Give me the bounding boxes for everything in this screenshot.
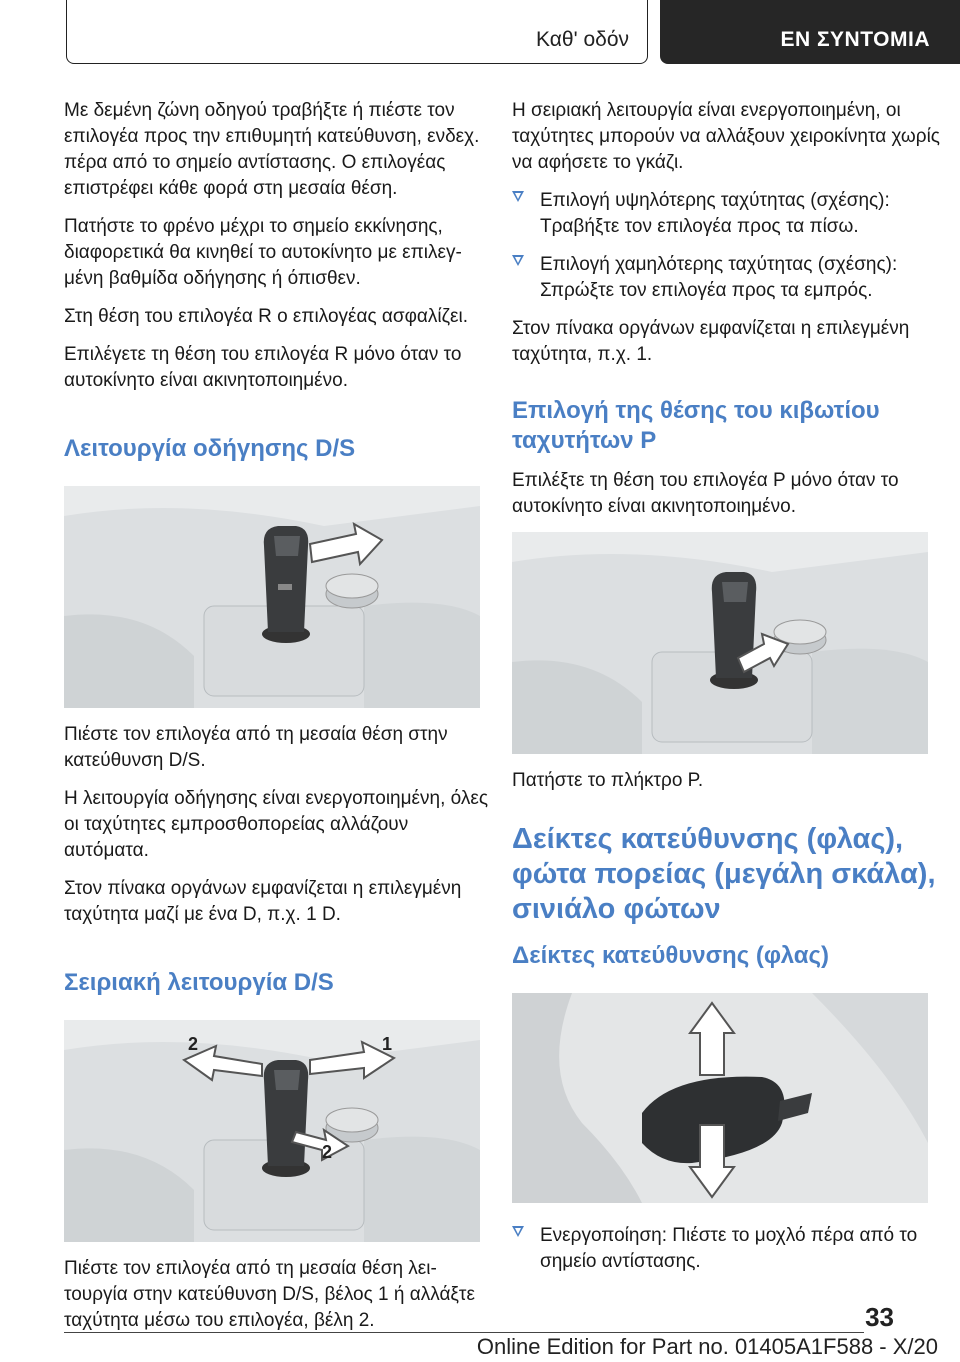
triangle-bullet-icon	[512, 191, 524, 202]
arrow-label-1: 1	[382, 1034, 393, 1054]
heading-drive-mode: Λειτουργία οδήγησης D/S	[64, 435, 356, 462]
paragraph: Στον πίνακα οργάνων εμφανίζεται η επιλεγμένη ταχύτητα μαζί με ένα D, π.χ. 1 D.	[64, 878, 462, 925]
paragraph: Πατήστε το φρένο μέχρι το σημείο εκκίνησης, διαφορετικά θα κινηθεί το αυτοκίνητο με επιλεγμένη βαθμίδα οδήγησης ή όπισθεν.	[64, 216, 462, 289]
header-chapter-tab	[660, 0, 960, 64]
heading-sequential-mode: Σειριακή λειτουργία D/S	[64, 969, 334, 996]
paragraph: Πιέστε τον επιλογέα από τη μεσαία θέση λειτουργία στην κατεύθυνση D/S, βέλος 1 ή αλλάξτε ταχύτητα μέσω του επιλογέα, βέλη 2.	[64, 1258, 475, 1331]
arrow-label-2: 2	[188, 1034, 199, 1054]
triangle-bullet-icon	[512, 255, 524, 266]
footer-edition: Online Edition for Part no. 01405A1F588 - X/20	[476, 1334, 938, 1359]
bullet-list	[512, 188, 940, 304]
list-item	[512, 252, 940, 304]
park-button-image	[512, 532, 928, 754]
heading-lights: Δείκτες κατεύθυνσης (φλας), φώτα πορείας (μεγάλη σκάλα), σινιάλο φώτων	[512, 823, 936, 925]
triangle-bullet-icon	[512, 1226, 524, 1237]
paragraph: Στον πίνακα οργάνων εμφανίζεται η επιλεγμένη ταχύτητα, π.χ. 1.	[512, 318, 910, 365]
paragraph: Πατήστε το πλήκτρο P.	[512, 770, 704, 791]
list-item	[512, 1223, 940, 1275]
chapter-title: ΕΝ ΣΥΝΤΟΜΙΑ	[780, 28, 930, 51]
gear-selector-sequential-image	[64, 1020, 480, 1242]
paragraph: Επιλέγετε τη θέση του επιλογέα R μόνο όταν το αυτοκίνητο είναι ακινητοποιημένο.	[64, 344, 462, 391]
bullet-list	[512, 1223, 940, 1275]
section-title: Καθ' οδόν	[536, 28, 629, 51]
left-column	[64, 98, 492, 1346]
paragraph: Στη θέση του επιλογέα R ο επιλογέας ασφαλίζει.	[64, 306, 468, 327]
page-number: 33	[865, 1302, 894, 1332]
list-item-text: Επιλογή χαμηλότερης ταχύτητας (σχέσης): Σπρώξτε τον επιλογέα προς τα εμπρός.	[540, 254, 898, 301]
heading-park-position: Επιλογή της θέσης του κιβωτίου ταχυτήτων P	[512, 397, 880, 454]
paragraph: Η λειτουργία οδήγησης είναι ενεργοποιημένη, όλες οι ταχύτητες εμπροσθοπορείας αλλάζουν αυτόματα.	[64, 788, 488, 861]
arrow-label-2: 2	[322, 1142, 333, 1162]
list-item	[512, 188, 940, 240]
list-item-text: Επιλογή υψηλότερης ταχύτητας (σχέσης): Τραβήξτε τον επιλογέα προς τα πίσω.	[540, 190, 890, 237]
gear-selector-push-image	[64, 486, 480, 708]
right-column	[512, 98, 940, 1287]
list-item-text: Ενεργοποίηση: Πιέστε το μοχλό πέρα από το σημείο αντίστασης.	[540, 1225, 918, 1272]
turn-signal-lever-image	[512, 993, 928, 1203]
paragraph: Με δεμένη ζώνη οδηγού τραβήξτε ή πιέστε τον επιλογέα προς την επιθυμητή κατεύθυνση, ενδεχ. πέρα από το σημείο αντίστασης. Ο επιλογέας επιστρέφει κάθε φορά στη μεσαία θέση.	[64, 100, 480, 199]
footer-divider	[64, 1332, 864, 1333]
paragraph: Η σειριακή λειτουργία είναι ενεργοποιημένη, οι ταχύτητες μπορούν να αλλάξουν χειροκίνητα χωρίς να αφήσετε το γκάζι.	[512, 100, 940, 173]
heading-turn-signals: Δείκτες κατεύθυνσης (φλας)	[512, 942, 830, 969]
paragraph: Πιέστε τον επιλογέα από τη μεσαία θέση στην κατεύθυνση D/S.	[64, 724, 448, 771]
header-section-tab	[66, 0, 648, 64]
paragraph: Επιλέξτε τη θέση του επιλογέα P μόνο όταν το αυτοκίνητο είναι ακινητοποιημένο.	[512, 470, 899, 517]
